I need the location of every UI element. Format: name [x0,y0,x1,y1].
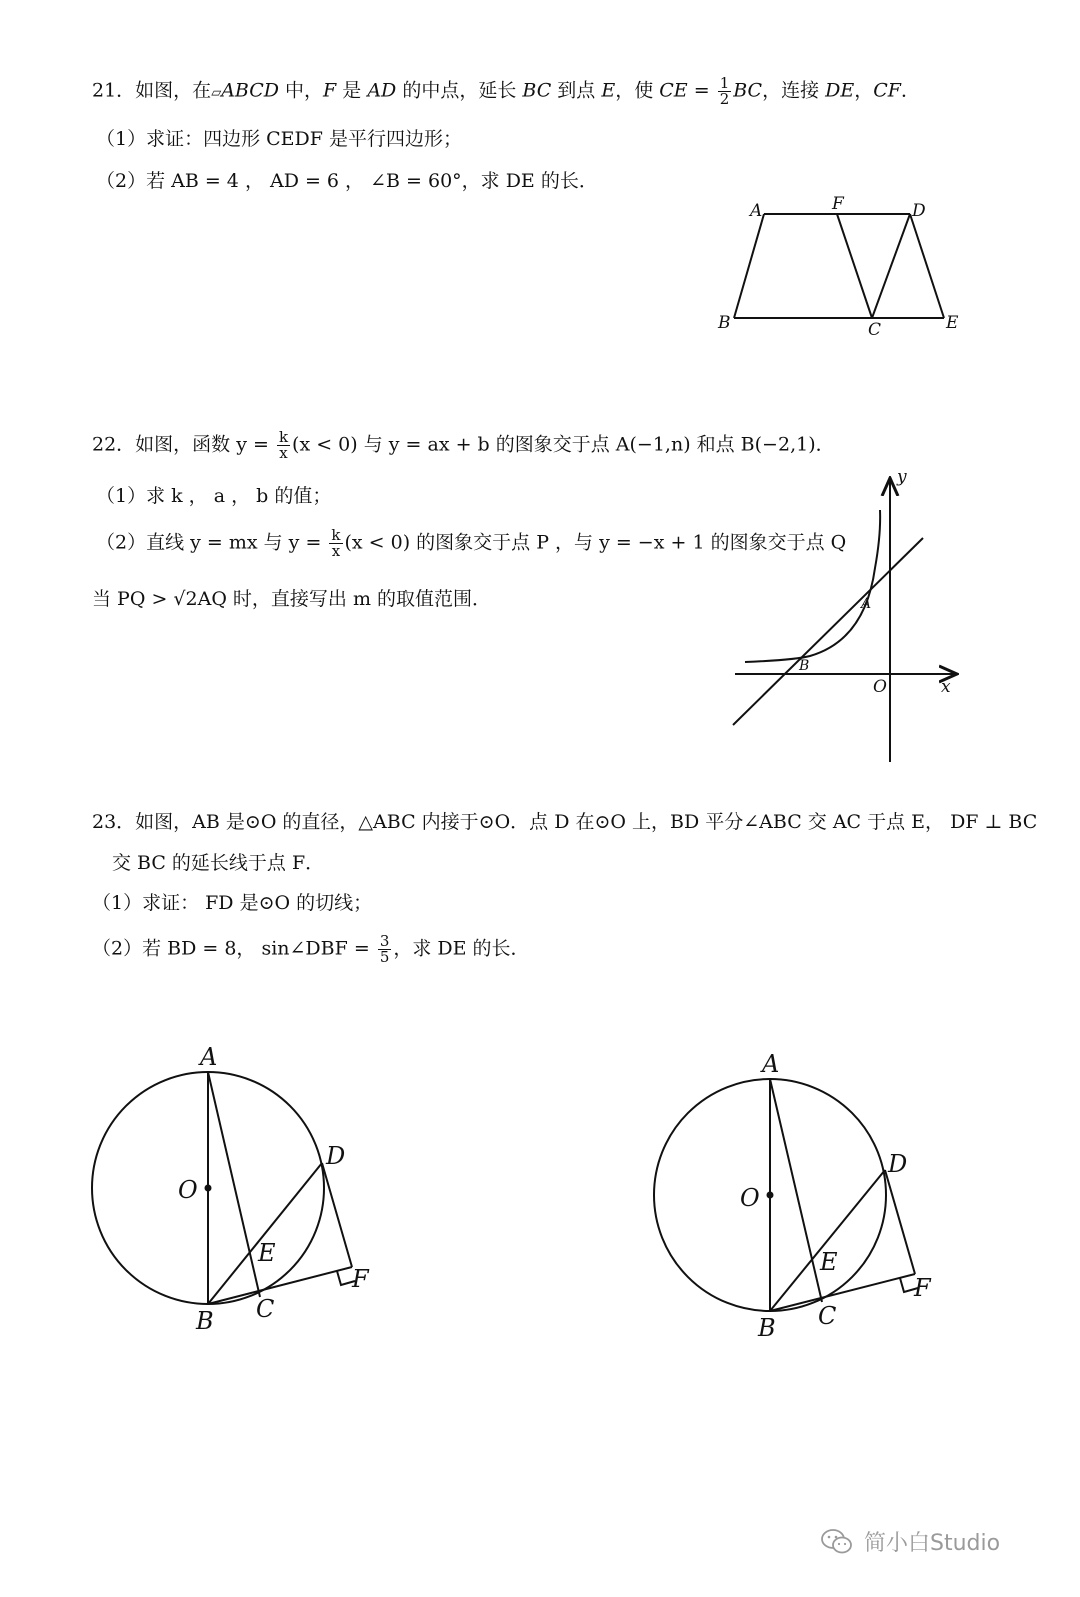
label-y: y [897,470,907,487]
q21-text: ，连接 [762,79,826,102]
q23-figure-left [80,1035,400,1335]
label-E: E [258,1239,276,1267]
q21-text: 中， [279,79,324,102]
fraction-numerator: 1 [719,74,730,92]
q21-text: AD [367,79,397,102]
q23-stem2: 交 BC 的延长线于点 F． [112,852,325,874]
label-D: D [326,1142,346,1170]
segment-AB [734,214,764,318]
q22-text: (x < 0) 的图象交于点 P ，与 y = −x + 1 的图象交于点 Q [344,531,847,554]
label-B: B [196,1307,214,1335]
segment-DC [872,214,910,318]
segment-DF [885,1170,915,1274]
label-E: E [820,1248,838,1276]
q23-stem1: 23．如图，AB 是⊙O 的直径，△ABC 内接于⊙O．点 D 在⊙O 上，BD 平分∠ABC 交 AC 于点 E， DF ⊥ BC [92,811,1038,833]
wechat-icon [820,1528,854,1556]
segment-DF [322,1163,352,1267]
watermark-text: 简小白Studio [864,1531,1001,1556]
q21-text: CF [873,79,901,102]
fraction-denominator: 2 [719,90,730,108]
fraction-denominator: x [279,444,288,462]
segment-BD [770,1170,885,1311]
segment-BD [208,1163,322,1304]
q21-stem [92,76,920,107]
q22-text: 22．如图，函数 y = [92,433,275,456]
center-dot [767,1192,774,1199]
label-A: A [750,201,763,221]
label-x: x [941,677,951,697]
q21-part1: （1）求证：四边形 CEDF 是平行四边形； [96,128,462,150]
center-dot [205,1185,212,1192]
q21-text: CE [659,79,688,102]
q21-text: DE [825,79,855,102]
label-E: E [946,313,959,333]
q21-text: 21．如图，在 [92,79,212,102]
label-O: O [873,677,887,697]
label-B: B [758,1314,776,1340]
label-C: C [818,1302,837,1330]
q21-part2: （2）若 AB = 4 ， AD = 6 ， ∠B = 60°，求 DE 的长． [96,170,598,192]
q22-stem [92,430,835,461]
q23-text: ，求 DE 的长． [393,937,530,960]
q22-fraction [277,430,290,461]
label-O: O [740,1184,760,1212]
q22-fraction-2 [329,528,342,559]
label-B: B [718,313,731,333]
q23-part1: （1）求证： FD 是⊙O 的切线； [92,892,373,914]
label-O: O [178,1176,198,1204]
segment-FC [837,214,872,318]
label-B: B [799,658,810,674]
q22-text: （2）直线 y = mx 与 y = [96,531,328,554]
fraction-numerator: 3 [379,932,390,950]
parallelogram-icon: ▱ [211,85,222,101]
watermark [820,1526,1000,1557]
q21-text: ． [901,79,921,102]
label-F: F [914,1274,931,1302]
label-D: D [888,1150,908,1178]
q21-text: BC [522,79,552,102]
label-A: A [200,1043,218,1071]
q21-figure [700,190,980,350]
segment-BF [770,1274,915,1311]
q21-text: = [687,79,716,102]
fraction-denominator: x [331,542,341,560]
q21-text: BC [733,79,763,102]
q21-text: ABCD [221,79,279,102]
q21-text: 到点 [551,79,602,102]
q21-text: 是 [336,79,368,102]
fraction-denominator: 5 [379,948,390,966]
q22-figure [725,470,975,770]
q23-part2 [92,934,530,965]
segment-AC [208,1072,260,1297]
q21-text: 的中点，延长 [396,79,523,102]
q23-text: （2）若 BD = 8， sin∠DBF = [92,937,376,960]
segment-DE [910,214,944,318]
q21-text: E [601,79,616,102]
q23-figure-right [640,1040,960,1340]
fraction-numerator: k [278,428,289,446]
q21-text: ， [854,79,874,102]
q21-text: ，使 [615,79,660,102]
label-C: C [256,1295,275,1323]
hyperbola-curve [745,510,880,662]
segment-BF [208,1267,352,1304]
q22-part2-cont: 当 PQ > √2AQ 时，直接写出 m 的取值范围． [92,588,492,610]
label-A: A [861,596,872,612]
q22-text: (x < 0) 与 y = ax + b 的图象交于点 A(−1,n) 和点 B(−2,1)． [292,433,835,456]
q21-fraction [718,76,732,107]
segment-AC [770,1079,822,1302]
label-F: F [832,194,844,214]
label-D: D [912,201,926,221]
q21-text: F [323,79,337,102]
label-A: A [762,1050,780,1078]
fraction-numerator: k [331,526,341,544]
label-C: C [868,320,882,340]
label-F: F [352,1265,369,1293]
q22-part1: （1）求 k ， a ， b 的值； [96,485,332,507]
line-ab [733,538,923,725]
q23-fraction [378,934,392,965]
